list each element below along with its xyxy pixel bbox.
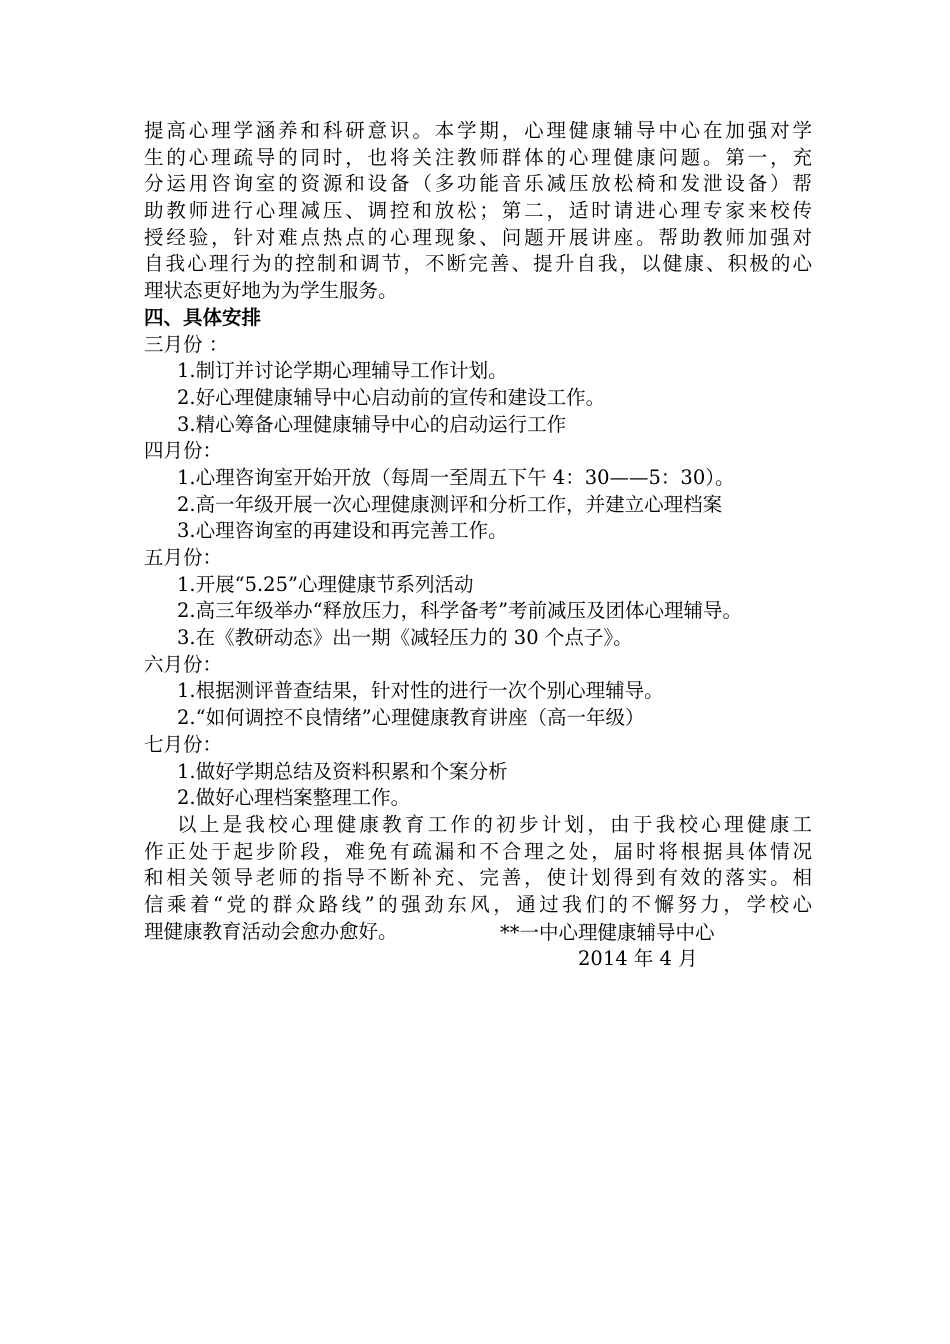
list-item: 1.做好学期总结及资料积累和个案分析 <box>177 759 508 783</box>
month-block-april <box>144 438 812 545</box>
list-item: 2.高三年级举办“释放压力，科学备考”考前减压及团体心理辅导。 <box>177 599 743 623</box>
month-label: 五月份： <box>144 546 223 569</box>
paragraph-line: 理状态更好地为为学生服务。 <box>144 279 398 303</box>
list-item: 1.根据测评普查结果，针对性的进行一次个别心理辅导。 <box>177 679 664 703</box>
list-item: 3.精心筹备心理健康辅导中心的启动运行工作 <box>177 412 567 436</box>
list-item: 1.制订并讨论学期心理辅导工作计划。 <box>177 359 508 383</box>
month-block-may <box>144 545 812 652</box>
paragraph-line: 自我心理行为的控制和调节，不断完善、提升自我，以健康、积极的心 <box>144 252 812 276</box>
paragraph-line: 分运用咨询室的资源和设备（多功能音乐减压放松椅和发泄设备）帮 <box>144 172 812 196</box>
paragraph-line: 理健康教育活动会愈办愈好。 <box>144 919 398 943</box>
list-item: 2.“如何调控不良情绪”心理健康教育讲座（高一年级） <box>177 706 645 730</box>
month-label: 四月份： <box>144 439 223 463</box>
list-item: 1.心理咨询室开始开放（每周一至周五下午 4：30——5：30）。 <box>177 465 735 489</box>
paragraph-line: 生的心理疏导的同时，也将关注教师群体的心理健康问题。第一，充 <box>144 145 812 169</box>
list-item: 3.心理咨询室的再建设和再完善工作。 <box>177 519 508 543</box>
paragraph-line: 提高心理学涵养和科研意识。本学期，心理健康辅导中心在加强对学 <box>144 119 812 142</box>
signature-organization: **一中心理健康辅导中心 <box>500 921 715 944</box>
list-item: 2.高一年级开展一次心理健康测评和分析工作，并建立心理档案 <box>177 492 723 516</box>
document-body <box>144 118 812 945</box>
month-block-july <box>144 732 812 812</box>
month-label: 三月份 ： <box>144 332 229 356</box>
paragraph-line: 授经验，针对难点热点的心理现象、问题开展讲座。帮助教师加强对 <box>144 225 812 249</box>
paragraph-line: 信乘着“党的群众路线”的强劲东风，通过我们的不懈努力，学校心 <box>144 892 812 916</box>
list-item: 3.在《教研动态》出一期《减轻压力的 30 个点子》。 <box>177 626 633 650</box>
paragraph-line: 和相关领导老师的指导不断补充、完善，使计划得到有效的落实。相 <box>144 866 812 890</box>
list-item: 1.开展“5.25”心理健康节系列活动 <box>177 572 474 596</box>
month-label: 七月份： <box>144 732 223 756</box>
paragraph-line: 助教师进行心理减压、调控和放松；第二，适时请进心理专家来校传 <box>144 199 812 223</box>
intro-paragraph <box>144 118 812 305</box>
month-block-june <box>144 652 812 732</box>
paragraph-line: 以上是我校心理健康教育工作的初步计划，由于我校心理健康工 <box>177 812 812 836</box>
month-block-march <box>144 332 812 439</box>
list-item: 2.做好心理档案整理工作。 <box>177 786 411 810</box>
list-item: 2.好心理健康辅导中心启动前的宣传和建设工作。 <box>177 385 606 409</box>
paragraph-line: 作正处于起步阶段，难免有疏漏和不合理之处，届时将根据具体情况 <box>144 839 812 863</box>
section-heading: 四、具体安排 <box>144 305 262 329</box>
month-label: 六月份： <box>144 652 223 676</box>
signature-date: 2014 年 4 月 <box>578 947 698 970</box>
